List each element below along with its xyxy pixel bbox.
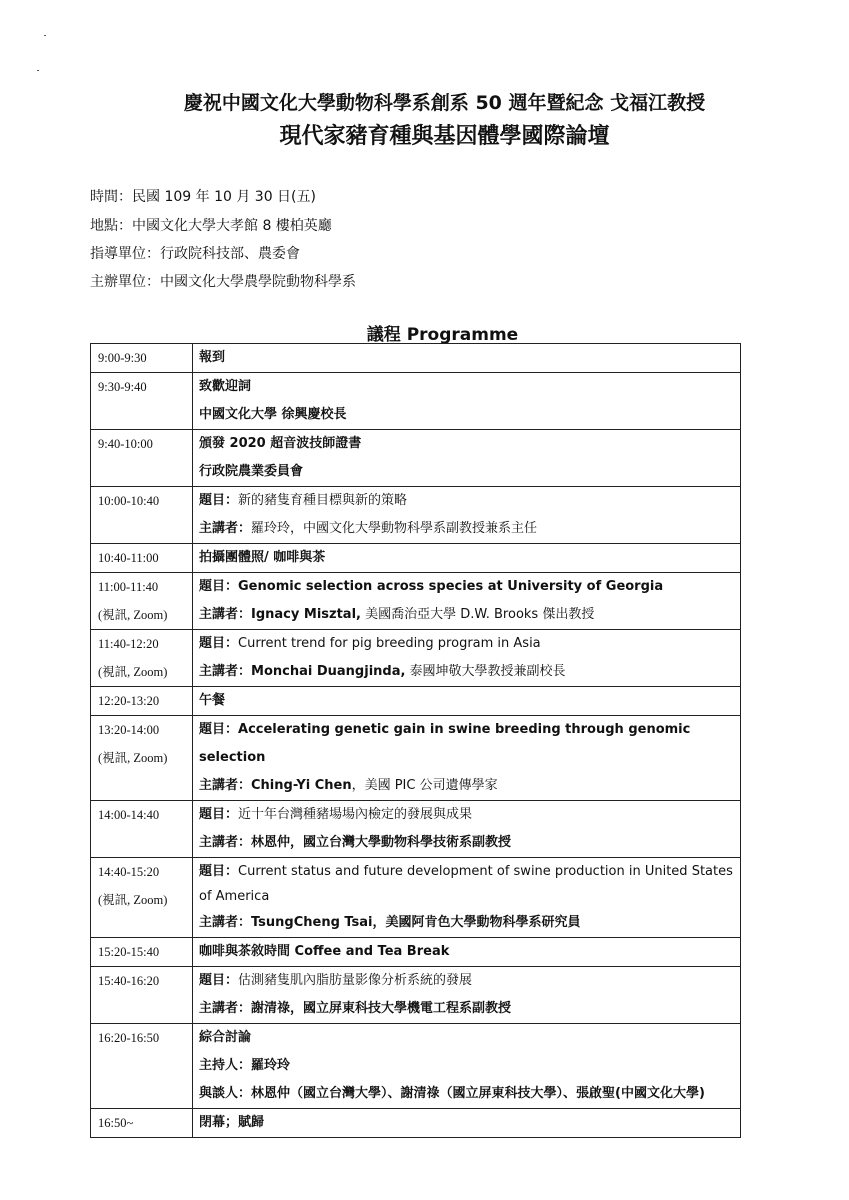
line-label: 題目： — [199, 579, 239, 594]
content-cell — [193, 630, 741, 687]
programme-row — [91, 430, 741, 487]
programme-row — [91, 573, 741, 630]
line-text: 謝清祿，國立屏東科技大學機電工程系副教授 — [251, 1001, 512, 1016]
line-text: 行政院農業委員會 — [199, 464, 304, 479]
line-text: Ignacy Misztal, 美國喬治亞大學 D.W. Brooks 傑出教授 — [251, 607, 595, 622]
speaker-name: Monchai Duangjinda, — [251, 664, 406, 679]
session-mode: (視訊, Zoom) — [98, 751, 168, 765]
line-text: 致歡迎詞 — [199, 379, 252, 394]
content-line — [199, 601, 734, 629]
content-line — [199, 909, 734, 937]
content-cell — [193, 344, 741, 373]
content-line — [199, 801, 734, 829]
content-cell — [193, 858, 741, 938]
line-label: 與談人： — [199, 1086, 252, 1101]
info-venue: 地點：中國文化大學大孝館 8 樓柏英廳 — [90, 218, 332, 234]
content-cell — [193, 544, 741, 573]
line-text: 報到 — [199, 350, 226, 365]
content-cell — [193, 687, 741, 716]
document-title: 慶祝中國文化大學動物科學系創系 50 週年暨紀念 戈福江教授 — [183, 92, 706, 114]
line-label: 主講者： — [199, 915, 252, 930]
programme-heading: 議程 Programme — [366, 325, 519, 345]
speaker-name: Ignacy Misztal, — [251, 607, 361, 622]
content-cell — [193, 1024, 741, 1109]
time-cell — [91, 487, 193, 544]
content-line — [199, 995, 734, 1023]
time-cell — [91, 967, 193, 1024]
time-slot: 13:20-14:00 — [98, 723, 160, 737]
programme-row — [91, 801, 741, 858]
content-line — [199, 858, 734, 909]
info-organizer: 主辦單位：中國文化大學農學院動物科學系 — [90, 274, 356, 290]
content-cell — [193, 716, 741, 801]
line-label: 主講者： — [199, 1001, 252, 1016]
content-line — [199, 1024, 734, 1052]
line-text: 羅玲玲，中國文化大學動物科學系副教授兼系主任 — [251, 521, 538, 536]
session-mode: (視訊, Zoom) — [98, 665, 168, 679]
content-cell — [193, 430, 741, 487]
line-label: 主講者： — [199, 778, 252, 793]
content-line — [199, 430, 734, 458]
content-line — [199, 487, 734, 515]
line-label: 題目： — [199, 807, 239, 822]
content-cell — [193, 967, 741, 1024]
time-slot: 9:00-9:30 — [98, 351, 147, 365]
time-cell — [91, 1024, 193, 1109]
speaker-name: Ching-Yi Chen — [251, 778, 352, 793]
session-mode: (視訊, Zoom) — [98, 893, 168, 907]
programme-table — [90, 343, 741, 1138]
line-label: 主講者： — [199, 664, 252, 679]
content-line — [199, 1052, 734, 1080]
line-label: 題目： — [199, 973, 239, 988]
content-cell — [193, 1109, 741, 1138]
line-label: 題目： — [199, 722, 239, 737]
line-text: 綜合討論 — [199, 1030, 252, 1045]
programme-row — [91, 544, 741, 573]
time-slot: 15:40-16:20 — [98, 974, 160, 988]
info-advisor: 指導單位：行政院科技部、農委會 — [90, 246, 300, 262]
session-mode: (視訊, Zoom) — [98, 608, 168, 622]
line-text: 估測豬隻肌內脂肪量影像分析系統的發展 — [238, 973, 473, 988]
content-cell — [193, 487, 741, 544]
programme-row — [91, 630, 741, 687]
time-cell — [91, 1109, 193, 1138]
line-label: 題目： — [199, 864, 239, 879]
content-cell — [193, 573, 741, 630]
line-label: 題目： — [199, 636, 239, 651]
line-text: 林恩仲（國立台灣大學）、謝清祿（國立屏東科技大學）、張啟聖(中國文化大學) — [251, 1086, 705, 1101]
programme-row — [91, 858, 741, 938]
time-cell — [91, 716, 193, 801]
line-text: 午餐 — [199, 693, 226, 708]
line-label: 題目： — [199, 493, 239, 508]
programme-row — [91, 716, 741, 801]
line-text: TsungCheng Tsai，美國阿肯色大學動物科學系研究員 — [251, 915, 581, 930]
content-line — [199, 938, 734, 966]
time-slot: 11:40-12:20 — [98, 637, 159, 651]
line-text: 拍攝團體照/ 咖啡與茶 — [199, 550, 326, 565]
line-label: 主講者： — [199, 835, 252, 850]
line-text: Monchai Duangjinda, 泰國坤敬大學教授兼副校長 — [251, 664, 566, 679]
line-label: 主持人： — [199, 1058, 252, 1073]
line-text: 林恩仲，國立台灣大學動物科學技術系副教授 — [251, 835, 512, 850]
line-text: Ching-Yi Chen，美國 PIC 公司遺傳學家 — [251, 778, 498, 793]
time-cell — [91, 573, 193, 630]
time-slot: 9:40-10:00 — [98, 437, 153, 451]
content-line — [199, 573, 734, 601]
line-text: 咖啡與茶敘時間 Coffee and Tea Break — [199, 944, 450, 959]
content-line — [199, 630, 734, 658]
time-slot: 11:00-11:40 — [98, 580, 159, 594]
time-slot: 14:40-15:20 — [98, 865, 160, 879]
time-slot: 15:20-15:40 — [98, 945, 160, 959]
content-line — [199, 658, 734, 686]
time-cell — [91, 801, 193, 858]
content-cell — [193, 938, 741, 967]
time-slot: 16:50~ — [98, 1116, 134, 1130]
programme-row — [91, 373, 741, 430]
time-cell — [91, 687, 193, 716]
content-line — [199, 401, 734, 429]
programme-row — [91, 967, 741, 1024]
time-cell — [91, 630, 193, 687]
time-cell — [91, 938, 193, 967]
time-slot: 10:00-10:40 — [98, 494, 160, 508]
content-line — [199, 967, 734, 995]
time-slot: 16:20-16:50 — [98, 1031, 160, 1045]
line-text: 新的豬隻育種目標與新的策略 — [238, 493, 408, 508]
line-label: 主講者： — [199, 607, 252, 622]
programme-row — [91, 344, 741, 373]
line-text: 閉幕；賦歸 — [199, 1115, 265, 1130]
content-line — [199, 772, 734, 800]
time-slot: 14:00-14:40 — [98, 808, 160, 822]
content-line — [199, 829, 734, 857]
programme-row — [91, 1109, 741, 1138]
document-subtitle: 現代家豬育種與基因體學國際論壇 — [279, 124, 610, 149]
content-line — [199, 515, 734, 543]
line-text: Genomic selection across species at University of Georgia — [238, 579, 664, 594]
time-slot: 12:20-13:20 — [98, 694, 160, 708]
time-slot: 10:40-11:00 — [98, 551, 159, 565]
content-line — [199, 687, 734, 715]
content-cell — [193, 373, 741, 430]
content-line — [199, 344, 734, 372]
content-cell — [193, 801, 741, 858]
content-line — [199, 544, 734, 572]
time-cell — [91, 373, 193, 430]
line-text: 中國文化大學 徐興慶校長 — [199, 407, 347, 422]
scan-speck — [37, 70, 39, 71]
time-cell — [91, 344, 193, 373]
line-text: 近十年台灣種豬場場內檢定的發展與成果 — [238, 807, 473, 822]
time-cell — [91, 544, 193, 573]
programme-row — [91, 1024, 741, 1109]
line-text: Current trend for pig breeding program in Asia — [238, 636, 541, 651]
programme-row — [91, 687, 741, 716]
content-line — [199, 1080, 734, 1108]
line-text: 羅玲玲 — [251, 1058, 291, 1073]
time-cell — [91, 858, 193, 938]
content-line — [199, 458, 734, 486]
line-label: 主講者： — [199, 521, 252, 536]
scan-speck — [44, 35, 46, 36]
programme-row — [91, 938, 741, 967]
programme-row — [91, 487, 741, 544]
content-line — [199, 716, 734, 772]
info-date: 時間：民國 109 年 10 月 30 日(五) — [90, 189, 316, 205]
line-text: Accelerating genetic gain in swine breeding through genomic selection — [199, 722, 691, 765]
time-cell — [91, 430, 193, 487]
line-text: Current status and future development of swine production in United States of America — [199, 864, 733, 904]
content-line — [199, 373, 734, 401]
content-line — [199, 1109, 734, 1137]
time-slot: 9:30-9:40 — [98, 380, 147, 394]
line-text: 頒發 2020 超音波技師證書 — [199, 436, 362, 451]
